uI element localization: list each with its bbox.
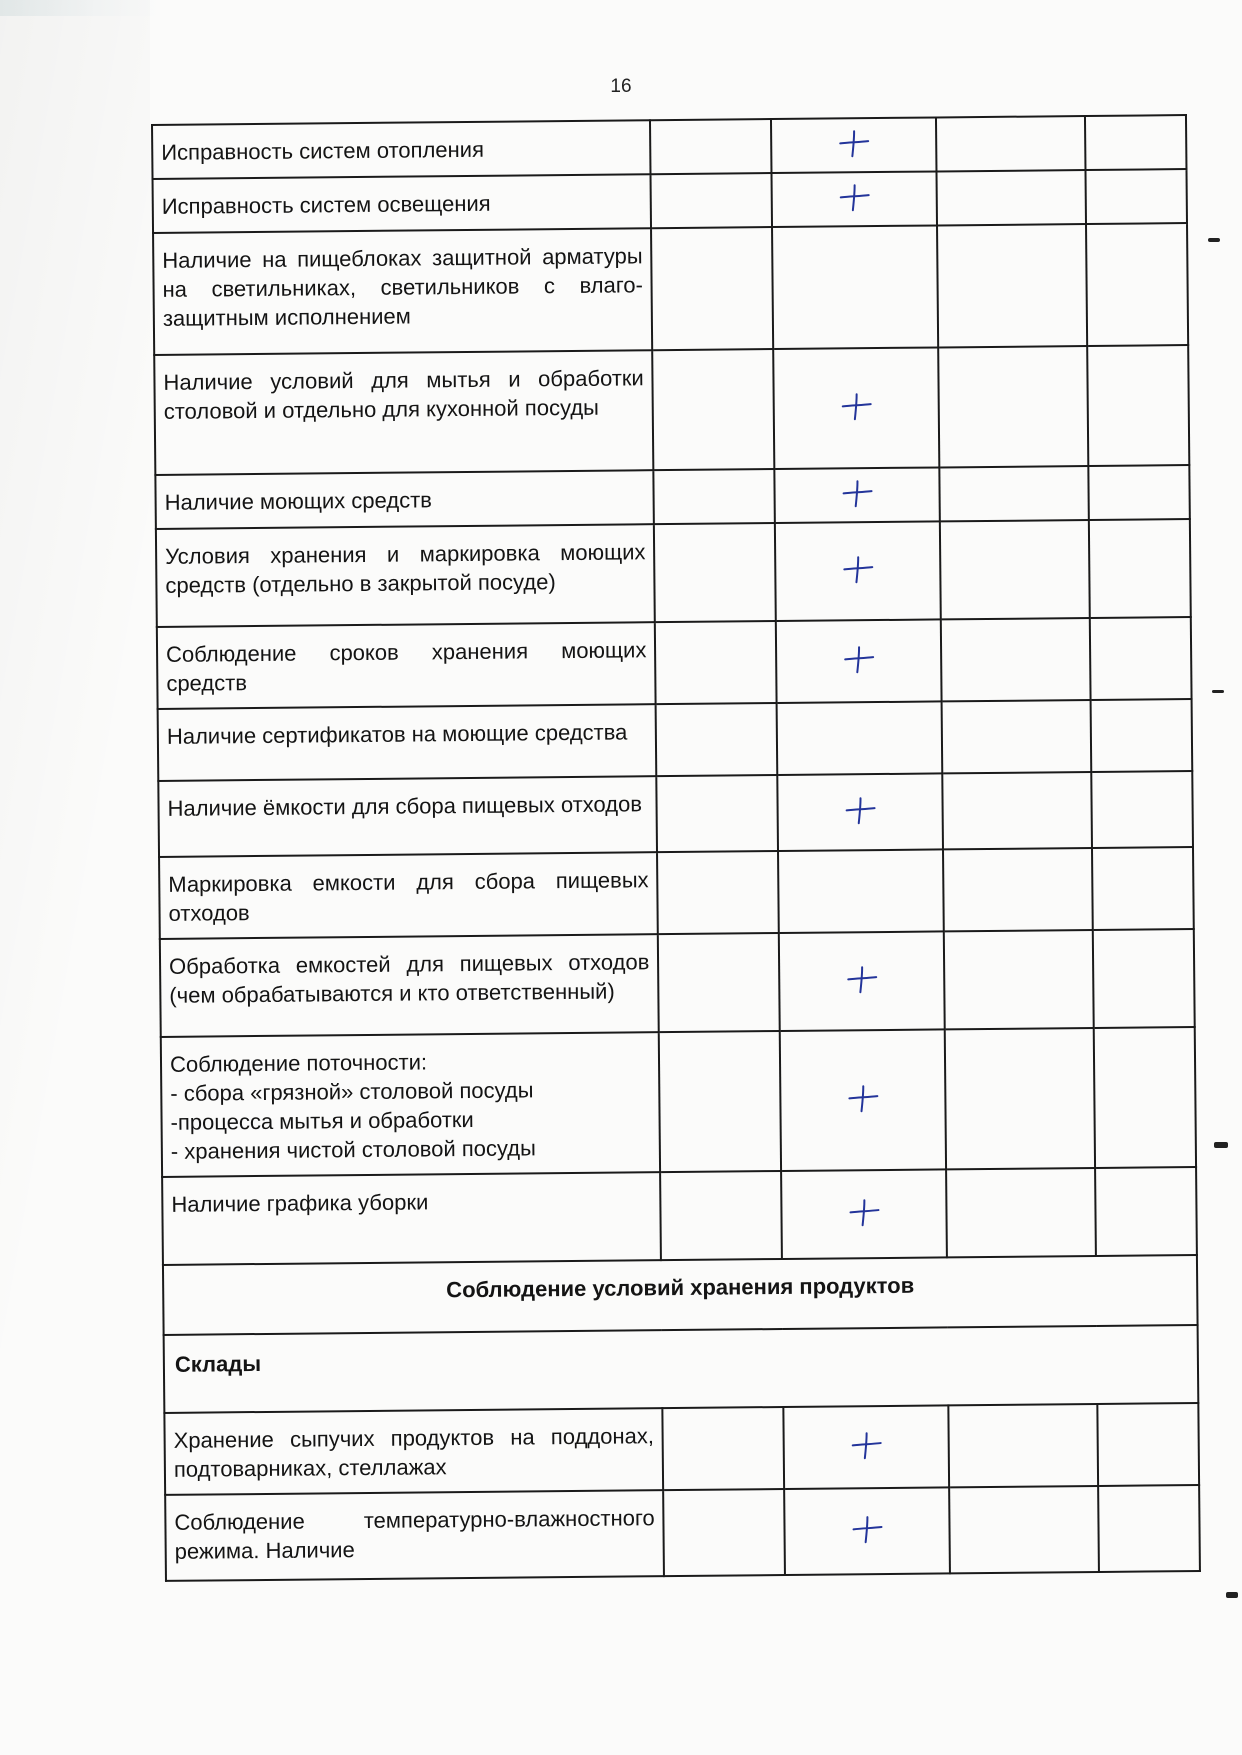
table-row xyxy=(158,699,1193,781)
handwritten-plus-mark xyxy=(845,962,879,996)
handwritten-plus-mark xyxy=(847,1195,881,1229)
mark-cell xyxy=(772,171,937,227)
scan-speck xyxy=(1226,1592,1238,1598)
criterion-cell: Маркировка емкости для сбора пищевых отходов xyxy=(159,852,658,939)
handwritten-plus-mark xyxy=(841,552,875,586)
handwritten-plus-mark xyxy=(837,126,871,160)
empty-cell xyxy=(658,933,780,1032)
handwritten-plus-mark xyxy=(837,180,871,214)
checklist-table xyxy=(151,114,1201,1582)
section-title: Соблюдение условий хранения продуктов xyxy=(163,1255,1198,1335)
mark-cell xyxy=(775,521,940,621)
empty-cell xyxy=(654,523,776,622)
table-row xyxy=(158,771,1193,857)
empty-cell xyxy=(940,520,1090,619)
empty-cell xyxy=(1090,617,1192,700)
empty-cell xyxy=(941,700,1091,773)
scan-edge-shadow xyxy=(0,0,150,1755)
handwritten-plus-mark xyxy=(843,793,877,827)
empty-cell xyxy=(946,1168,1096,1257)
empty-cell xyxy=(651,227,773,350)
criterion-cell: Соблюдение температурно-влажностного режима. Наличие xyxy=(165,1490,664,1581)
empty-cell xyxy=(943,848,1093,931)
mark-cell xyxy=(784,1405,949,1489)
criterion-bullet: - сбора «грязной» столовой посуды xyxy=(170,1077,534,1106)
empty-cell xyxy=(778,849,943,933)
empty-cell xyxy=(663,1489,785,1576)
empty-cell xyxy=(949,1486,1099,1573)
page-number: 16 xyxy=(610,76,632,97)
empty-cell xyxy=(938,346,1089,467)
criterion-cell xyxy=(161,1032,661,1177)
empty-cell xyxy=(1085,115,1186,170)
mark-cell xyxy=(776,619,941,703)
criterion-cell: Соблюдение сроков хранения моющих средств xyxy=(157,622,656,709)
empty-cell xyxy=(659,1031,782,1172)
subsection-title: Склады xyxy=(164,1325,1199,1413)
table-row xyxy=(153,223,1188,355)
criterion-bullet: - хранения чистой столовой посуды xyxy=(170,1135,536,1164)
scan-corner-fold xyxy=(0,0,160,16)
empty-cell xyxy=(663,1407,785,1490)
table-row xyxy=(160,929,1195,1037)
criterion-cell: Исправность систем освещения xyxy=(153,174,652,233)
empty-cell xyxy=(936,116,1086,171)
handwritten-plus-mark xyxy=(846,1081,880,1115)
scan-speck xyxy=(1208,238,1220,242)
empty-cell xyxy=(942,772,1092,849)
criterion-cell: Обработка емкостей для пищевых отходов (чем обрабатываются и кто ответственный) xyxy=(160,934,659,1037)
mark-cell xyxy=(779,931,944,1031)
scan-speck xyxy=(1212,690,1224,693)
table-row xyxy=(164,1403,1199,1495)
empty-cell xyxy=(660,1171,782,1260)
criterion-cell: Условия хранения и маркировка моющих средств (отдельно в закрытой посуде) xyxy=(156,524,655,627)
empty-cell xyxy=(940,618,1090,701)
table-row xyxy=(165,1485,1200,1581)
criterion-cell: Исправность систем отопления xyxy=(152,120,651,179)
empty-cell xyxy=(1086,169,1187,224)
mark-cell xyxy=(780,1029,946,1171)
empty-cell xyxy=(1098,1485,1200,1572)
empty-cell xyxy=(653,349,775,470)
empty-cell xyxy=(1091,699,1193,772)
empty-cell xyxy=(944,1028,1095,1169)
criterion-cell: Наличие условий для мытья и обработки столовой и отдельно для кухонной посуды xyxy=(154,350,653,475)
handwritten-plus-mark xyxy=(839,389,873,423)
checklist-sheet xyxy=(151,114,1201,1582)
handwritten-plus-mark xyxy=(849,1428,883,1462)
empty-cell xyxy=(1087,345,1189,466)
empty-cell xyxy=(1095,1167,1197,1256)
empty-cell xyxy=(1094,1027,1196,1168)
empty-cell xyxy=(937,224,1088,347)
subsection-row xyxy=(164,1325,1199,1413)
empty-cell xyxy=(777,701,942,775)
table-row xyxy=(157,617,1192,709)
handwritten-plus-mark xyxy=(850,1512,884,1546)
table-row xyxy=(159,847,1194,939)
table-row xyxy=(153,169,1187,233)
empty-cell xyxy=(651,173,773,228)
section-row xyxy=(163,1255,1198,1335)
criterion-cell: Наличие сертификатов на моющие средства xyxy=(158,704,657,781)
handwritten-plus-mark xyxy=(840,476,874,510)
empty-cell xyxy=(1089,519,1191,618)
empty-cell xyxy=(654,469,776,524)
table-row xyxy=(156,519,1191,627)
empty-cell xyxy=(948,1404,1098,1487)
criterion-cell: Наличие моющих средств xyxy=(155,470,654,529)
mark-cell xyxy=(771,117,936,173)
table-row xyxy=(154,345,1189,475)
empty-cell xyxy=(657,775,779,852)
table-row xyxy=(162,1167,1197,1265)
table-row xyxy=(155,465,1189,529)
mark-cell xyxy=(778,773,943,851)
mark-cell xyxy=(785,1487,950,1575)
empty-cell xyxy=(1098,1403,1200,1486)
empty-cell xyxy=(655,621,777,704)
empty-cell xyxy=(1093,929,1195,1028)
empty-cell xyxy=(1092,847,1194,930)
empty-cell xyxy=(1086,223,1188,346)
criterion-bullet: -процесса мытья и обработки xyxy=(170,1106,474,1135)
empty-cell xyxy=(650,119,772,174)
empty-cell xyxy=(1091,771,1193,848)
empty-cell xyxy=(936,170,1086,225)
criterion-cell: Хранение сыпучих продуктов на поддонах, подтоварниках, стеллажах xyxy=(164,1408,663,1495)
table-row xyxy=(152,115,1186,179)
empty-cell xyxy=(943,930,1093,1029)
mark-cell xyxy=(774,347,939,469)
table-row xyxy=(161,1027,1196,1177)
criterion-cell: Наличие ёмкости для сбора пищевых отходов xyxy=(158,776,657,857)
criterion-heading: Соблюдение поточности: xyxy=(169,1049,428,1077)
criterion-cell: Наличие графика уборки xyxy=(162,1172,661,1265)
scan-speck xyxy=(1214,1142,1228,1148)
mark-cell xyxy=(775,467,940,523)
mark-cell xyxy=(782,1169,947,1259)
criterion-cell: Наличие на пищеблоках защитной арматуры на светильниках, светильников с влаго-защитным исполнением xyxy=(153,228,652,355)
handwritten-plus-mark xyxy=(842,642,876,676)
empty-cell xyxy=(1088,465,1189,520)
empty-cell xyxy=(939,466,1089,521)
empty-cell xyxy=(773,225,938,349)
empty-cell xyxy=(657,851,779,934)
empty-cell xyxy=(656,703,778,776)
